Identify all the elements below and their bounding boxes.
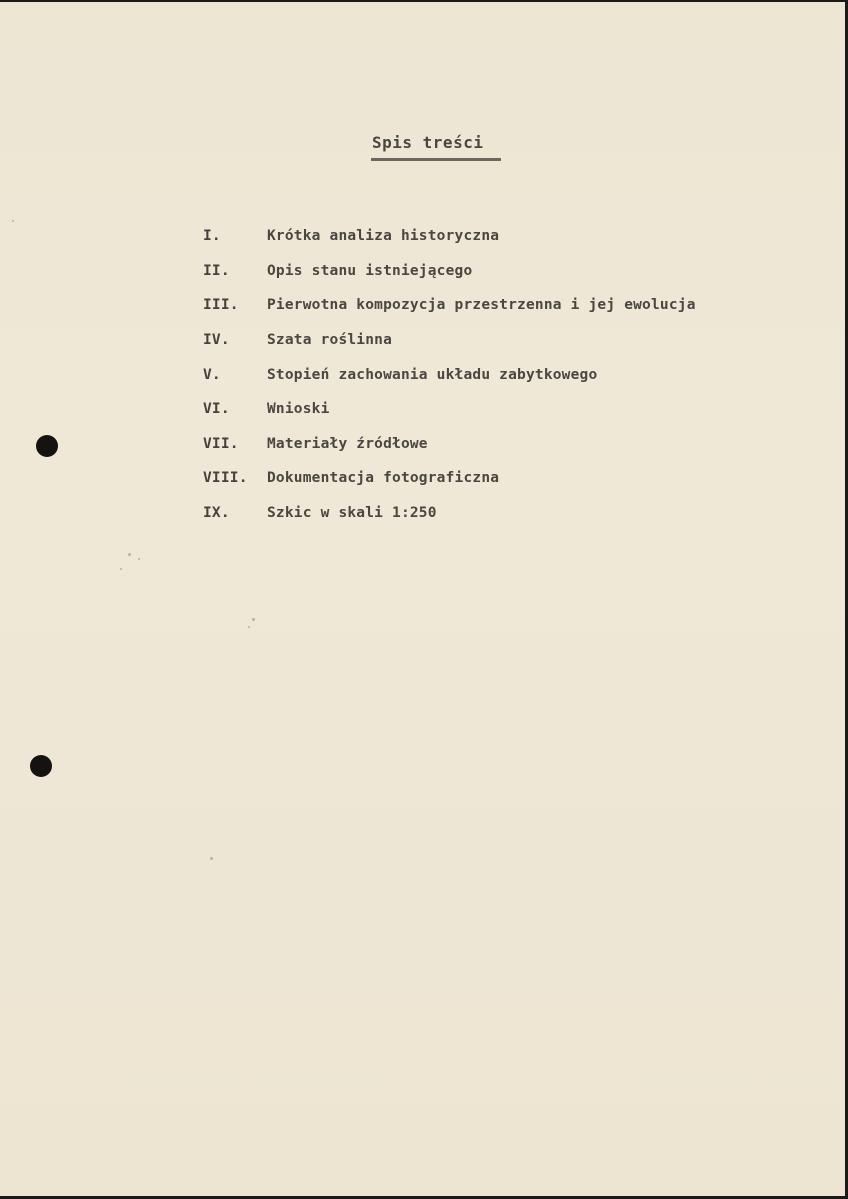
- toc-item-6: [203, 392, 696, 427]
- toc-item-3: [203, 288, 696, 323]
- toc-number: IV.: [203, 332, 230, 349]
- toc-text: Wnioski: [267, 401, 330, 418]
- toc-text: Dokumentacja fotograficzna: [267, 470, 500, 487]
- toc-number: III.: [203, 297, 239, 314]
- toc-text: Szkic w skali 1:250: [267, 505, 437, 522]
- toc-number: I.: [203, 228, 221, 245]
- paper-speck: [252, 618, 255, 621]
- paper-speck: [12, 220, 14, 222]
- toc-text: Krótka analiza historyczna: [267, 228, 500, 245]
- table-of-contents: [203, 219, 696, 530]
- toc-number: II.: [203, 262, 230, 279]
- toc-number: VI.: [203, 401, 230, 418]
- paper-speck: [138, 558, 140, 560]
- punch-hole: [30, 755, 52, 777]
- paper-speck: [128, 553, 131, 556]
- paper-speck: [210, 857, 213, 860]
- toc-number: V.: [203, 366, 221, 383]
- toc-item-9: [203, 496, 696, 531]
- title-underline: [371, 158, 501, 161]
- paper-speck: [248, 626, 250, 628]
- toc-text: Opis stanu istniejącego: [267, 262, 473, 279]
- punch-hole: [36, 435, 58, 457]
- toc-item-7: [203, 427, 696, 462]
- toc-number: VIII.: [203, 470, 248, 487]
- toc-item-5: [203, 357, 696, 392]
- toc-text: Materiały źródłowe: [267, 435, 428, 452]
- toc-number: VII.: [203, 435, 239, 452]
- page-title: Spis treści: [372, 133, 484, 152]
- toc-number: IX.: [203, 505, 230, 522]
- toc-item-1: [203, 219, 696, 254]
- toc-item-4: [203, 323, 696, 358]
- toc-text: Szata roślinna: [267, 332, 393, 349]
- toc-text: Pierwotna kompozycja przestrzenna i jej ewolucja: [267, 297, 696, 314]
- toc-item-2: [203, 254, 696, 289]
- toc-text: Stopień zachowania układu zabytkowego: [267, 366, 598, 383]
- paper-speck: [120, 568, 122, 570]
- toc-item-8: [203, 461, 696, 496]
